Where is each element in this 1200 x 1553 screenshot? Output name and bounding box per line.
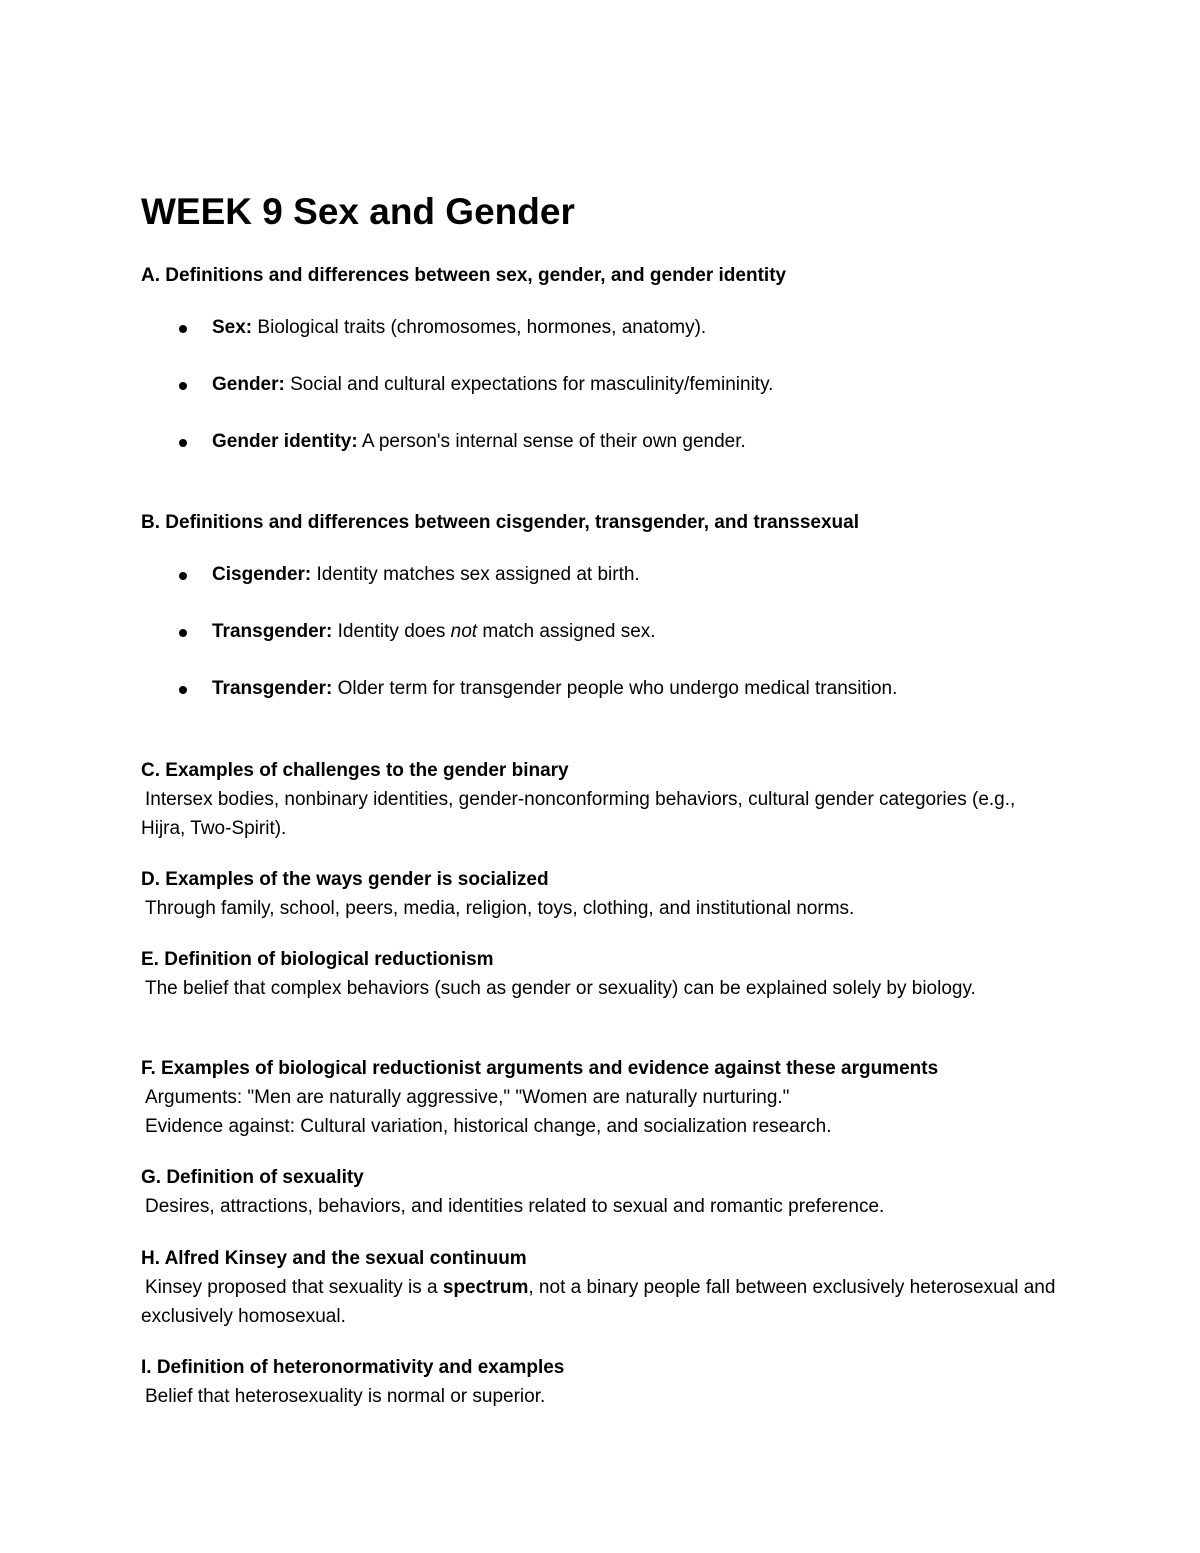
list-item [141, 371, 1061, 399]
section-h [141, 1245, 1061, 1331]
section-c-text: Intersex bodies, nonbinary identities, gender-nonconforming behaviors, cultural gender categories (e.g., Hijra, Two-Spirit). [141, 789, 1016, 839]
section-d-heading: D. Examples of the ways gender is socialized [141, 869, 549, 890]
section-f [141, 1055, 1061, 1141]
term-label: Transgender: [212, 678, 333, 699]
section-b-list [141, 561, 1061, 703]
section-a [141, 262, 1061, 456]
section-g [141, 1164, 1061, 1221]
section-h-heading: H. Alfred Kinsey and the sexual continuum [141, 1248, 527, 1269]
term-label: Gender identity: [212, 431, 358, 452]
section-f-heading: F. Examples of biological reductionist arguments and evidence against these arguments [141, 1058, 939, 1079]
bullet-icon [179, 382, 187, 390]
term-definition: Identity matches sex assigned at birth. [311, 564, 640, 585]
section-h-text [141, 1273, 1061, 1331]
section-g-heading: G. Definition of sexuality [141, 1167, 364, 1188]
list-item [141, 561, 1061, 589]
term-definition: Social and cultural expectations for masculinity/femininity. [284, 374, 774, 395]
emphasis-text: not [450, 621, 478, 642]
bullet-icon [179, 325, 187, 333]
section-i [141, 1354, 1061, 1411]
kinsey-text-end: , not a binary people fall between exclusively heterosexual and exclusively homosexual. [141, 1277, 1056, 1327]
section-f-arguments: Arguments: "Men are naturally aggressive," "Women are naturally nurturing." [145, 1087, 790, 1108]
page-title: WEEK 9 Sex and Gender [141, 191, 575, 232]
section-i-text: Belief that heterosexuality is normal or superior. [145, 1386, 546, 1407]
term-definition-end: match assigned sex. [477, 621, 656, 642]
bullet-icon [179, 439, 187, 447]
term-label: Sex: [212, 317, 253, 338]
section-b-heading: B. Definitions and differences between cisgender, transgender, and transsexual [141, 512, 859, 533]
section-e-text: The belief that complex behaviors (such as gender or sexuality) can be explained solely by biology. [145, 978, 976, 999]
term-label: Cisgender: [212, 564, 312, 585]
section-a-list [141, 314, 1061, 456]
kinsey-emphasis: spectrum [442, 1277, 529, 1298]
list-item [141, 618, 1061, 646]
bullet-icon [179, 629, 187, 637]
section-c [141, 757, 1061, 843]
section-d-text: Through family, school, peers, media, religion, toys, clothing, and institutional norms. [145, 898, 855, 919]
list-item [141, 314, 1061, 342]
list-item [141, 428, 1061, 456]
term-definition: Identity does [332, 621, 451, 642]
section-a-heading: A. Definitions and differences between sex, gender, and gender identity [141, 265, 787, 286]
term-definition: Biological traits (chromosomes, hormones, anatomy). [252, 317, 707, 338]
section-e-heading: E. Definition of biological reductionism [141, 949, 494, 970]
term-label: Gender: [212, 374, 285, 395]
section-f-evidence: Evidence against: Cultural variation, historical change, and socialization research. [145, 1116, 832, 1137]
term-definition: A person's internal sense of their own gender. [357, 431, 746, 452]
section-e [141, 946, 1061, 1003]
term-definition: Older term for transgender people who undergo medical transition. [332, 678, 898, 699]
list-item [141, 675, 1061, 703]
section-i-heading: I. Definition of heteronormativity and examples [141, 1357, 565, 1378]
section-d [141, 866, 1061, 923]
section-b [141, 509, 1061, 703]
bullet-icon [179, 572, 187, 580]
section-c-heading: C. Examples of challenges to the gender binary [141, 760, 569, 781]
bullet-icon [179, 686, 187, 694]
term-label: Transgender: [212, 621, 333, 642]
section-g-text: Desires, attractions, behaviors, and identities related to sexual and romantic preference. [145, 1196, 885, 1217]
kinsey-text-start: Kinsey proposed that sexuality is a [145, 1277, 443, 1298]
